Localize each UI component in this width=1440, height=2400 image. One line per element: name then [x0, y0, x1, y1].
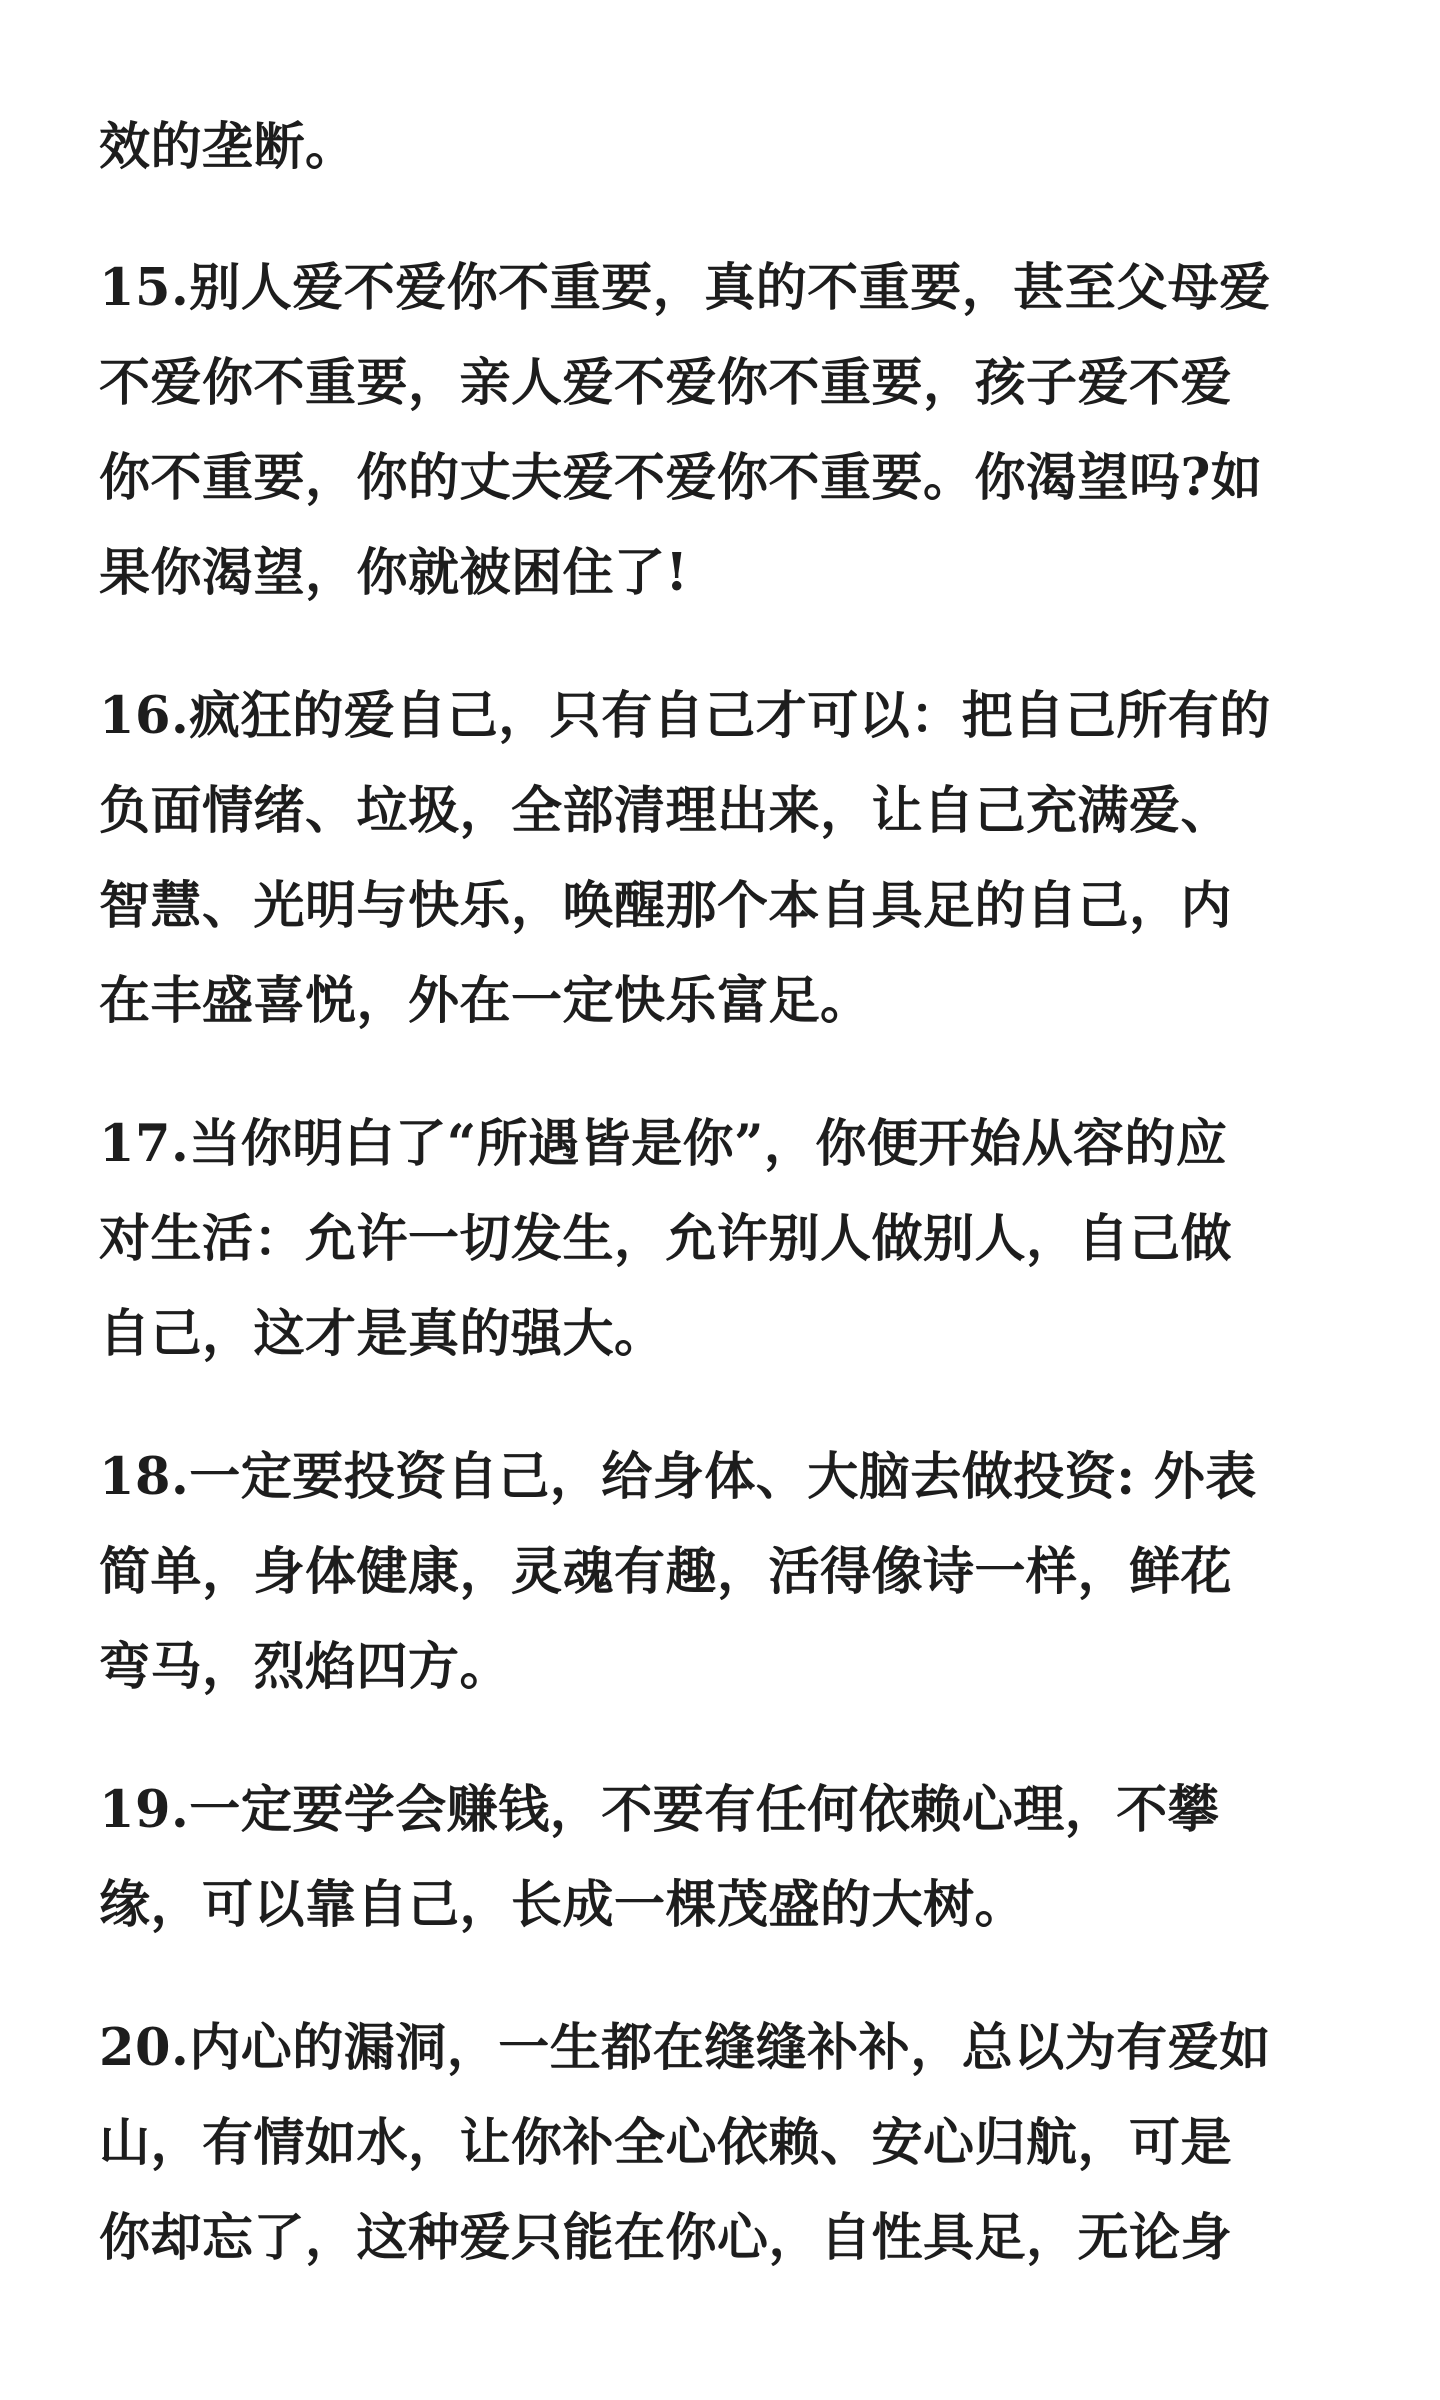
paragraph-line: 负面情绪、垃圾，全部清理出来，让自己充满爱、: [99, 781, 1233, 841]
paragraph-line: 20.内心的漏洞，一生都在缝缝补补，总以为有爱如: [99, 2018, 1271, 2078]
paragraph-line: 18.一定要投资自己，给身体、大脑去做投资: 外表: [99, 1447, 1257, 1507]
paragraph-line: 智慧、光明与快乐，唤醒那个本自具足的自己，内: [99, 876, 1233, 936]
paragraph-line: 17.当你明白了“所遇皆是你”，你便开始从容的应: [99, 1114, 1228, 1174]
paragraph-line: 山，有情如水，让你补全心依赖、安心归航，可是: [99, 2113, 1233, 2173]
paragraph-line: 19.一定要学会赚钱，不要有任何依赖心理，不攀: [99, 1780, 1220, 1840]
paragraph-line: 简单，身体健康，灵魂有趣，活得像诗一样，鲜花: [99, 1542, 1233, 1602]
paragraph-line: 效的垄断。: [99, 117, 357, 177]
paragraph-line: 缘，可以靠自己，长成一棵茂盛的大树。: [99, 1875, 1027, 1935]
paragraph-line: 弯马，烈焰四方。: [99, 1637, 512, 1697]
paragraph-line: 15.别人爱不爱你不重要，真的不重要，甚至父母爱: [99, 258, 1271, 318]
paragraph-line: 不爱你不重要，亲人爱不爱你不重要，孩子爱不爱: [99, 353, 1233, 413]
paragraph-line: 16.疯狂的爱自己，只有自己才可以：把自己所有的: [99, 686, 1271, 746]
paragraph-line: 在丰盛喜悦，外在一定快乐富足。: [99, 971, 872, 1031]
paragraph-line: 果你渴望，你就被困住了!: [99, 543, 689, 603]
paragraph-line: 你不重要，你的丈夫爱不爱你不重要。你渴望吗?如: [99, 448, 1263, 508]
paragraph-line: 自己，这才是真的强大。: [99, 1304, 666, 1364]
paragraph-line: 对生活：允许一切发生，允许别人做别人，自己做: [99, 1209, 1233, 1269]
paragraph-line: 你却忘了，这种爱只能在你心，自性具足，无论身: [99, 2208, 1233, 2268]
